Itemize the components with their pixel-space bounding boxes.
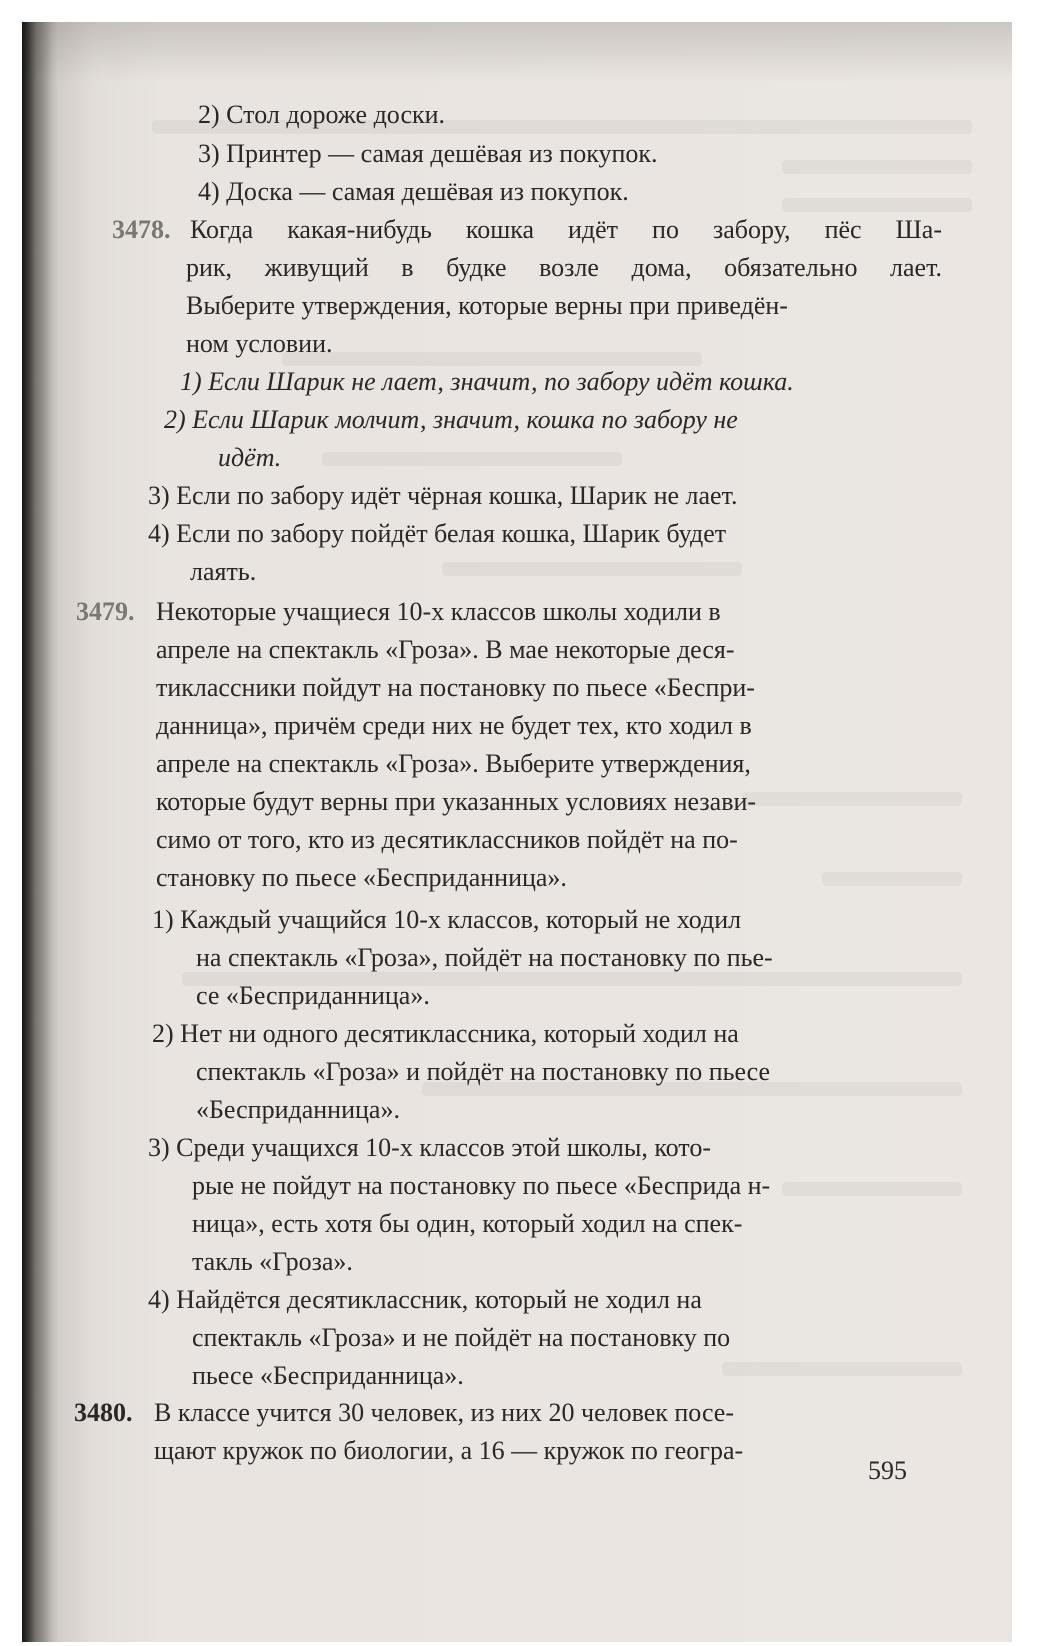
option-3 xyxy=(198,135,658,174)
option-number: 3) xyxy=(198,139,220,168)
option-text: Доска — самая дешёвая из покупок. xyxy=(226,177,629,206)
option-1: 1) Каждый учащийся 10-х классов, который не ходил xyxy=(152,905,742,934)
problem-text-line: становку по пьесе «Бесприданница». xyxy=(156,863,567,892)
book-page xyxy=(22,22,1012,1642)
option-4: 4) Если по забору пойдёт белая кошка, Шарик будет xyxy=(148,519,727,548)
problem-number-3479: 3479. xyxy=(76,597,135,626)
option-2: 2) Нет ни одного десятиклассника, который ходил на xyxy=(152,1019,739,1048)
option-3-continuation: такль «Гроза». xyxy=(192,1247,353,1276)
page-text xyxy=(22,22,1012,1642)
problem-text-line: данница», причём среди них не будет тех, кто ходил в xyxy=(156,711,752,740)
option-3-continuation: ница», есть хотя бы один, который ходил на спек- xyxy=(192,1209,743,1238)
option-2-continuation: идёт. xyxy=(218,443,282,472)
option-4-continuation: лаять. xyxy=(190,557,257,586)
option-2-continuation: спектакль «Гроза» и пойдёт на постановку по пьесе xyxy=(196,1057,771,1086)
problem-text-line: апреле на спектакль «Гроза». В мае некоторые деся- xyxy=(156,635,735,664)
problem-text-line: ном условии. xyxy=(186,329,333,358)
problem-text-line: щают кружок по биологии, а 16 — кружок по геогра- xyxy=(154,1436,744,1465)
problem-text-line: В классе учится 30 человек, из них 20 человек посе- xyxy=(154,1398,734,1427)
option-2: 2) Если Шарик молчит, значит, кошка по забору не xyxy=(164,405,738,434)
option-1-continuation: на спектакль «Гроза», пойдёт на постановку по пье- xyxy=(196,943,773,972)
option-number: 4) xyxy=(198,177,220,206)
problem-text-line: рик, живущий в будке возле дома, обязательно лает. xyxy=(186,253,942,282)
option-4-continuation: спектакль «Гроза» и не пойдёт на постановку по xyxy=(192,1323,731,1352)
option-1: 1) Если Шарик не лает, значит, по забору идёт кошка. xyxy=(180,367,794,396)
option-3-continuation: рые не пойдут на постановку по пьесе «Бесприда н- xyxy=(192,1171,771,1200)
problem-text-line: Выберите утверждения, которые верны при приведён- xyxy=(186,291,788,320)
option-2-continuation: «Бесприданница». xyxy=(196,1095,400,1124)
option-4: 4) Найдётся десятиклассник, который не ходил на xyxy=(148,1285,702,1314)
problem-text-line: Некоторые учащиеся 10-х классов школы ходили в xyxy=(156,597,721,626)
problem-text-line: апреле на спектакль «Гроза». Выберите утверждения, xyxy=(156,749,751,778)
problem-text-line: которые будут верны при указанных условиях незави- xyxy=(156,787,757,816)
option-text: Стол дороже доски. xyxy=(226,100,446,129)
option-text: Принтер — самая дешёвая из покупок. xyxy=(226,139,658,168)
problem-number-3480: 3480. xyxy=(74,1398,133,1427)
option-1-continuation: се «Бесприданница». xyxy=(196,981,430,1010)
option-number: 2) xyxy=(198,100,220,129)
option-3: 3) Среди учащихся 10-х классов этой школы, кото- xyxy=(148,1133,711,1162)
page-number: 595 xyxy=(868,1456,907,1485)
option-2 xyxy=(198,96,445,135)
option-4 xyxy=(198,173,629,212)
option-4-continuation: пьесе «Бесприданница». xyxy=(192,1361,464,1390)
problem-text-line: симо от того, кто из десятиклассников пойдёт на по- xyxy=(156,825,738,854)
problem-text-line: Когда какая-нибудь кошка идёт по забору, пёс Ша- xyxy=(190,215,942,244)
option-3: 3) Если по забору идёт чёрная кошка, Шарик не лает. xyxy=(148,481,738,510)
problem-number-3478: 3478. xyxy=(112,215,171,244)
problem-text-line: тиклассники пойдут на постановку по пьесе «Беспри- xyxy=(156,673,755,702)
